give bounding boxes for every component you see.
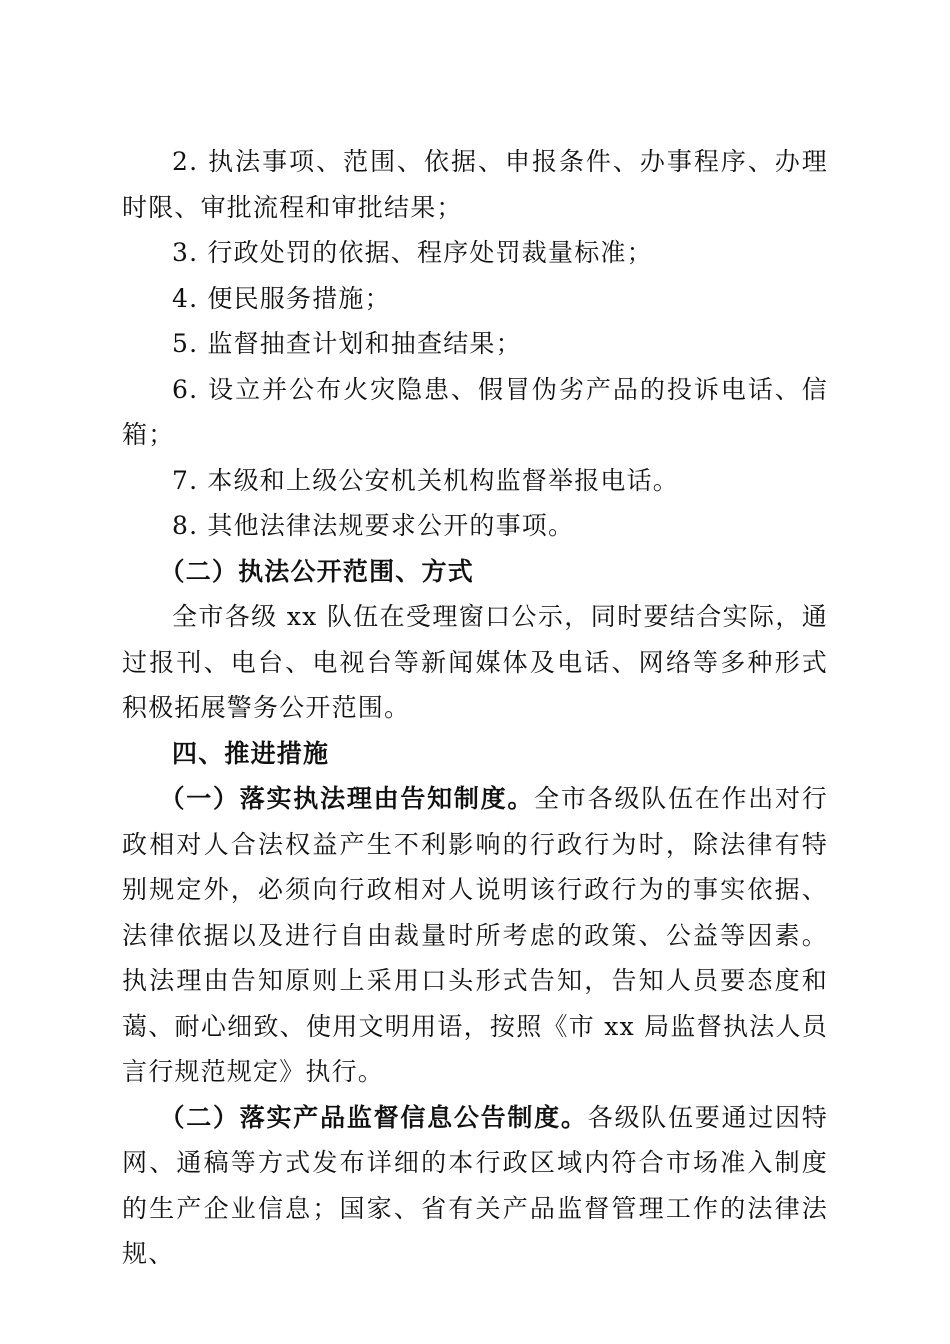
list-item-8: 8. 其他法律法规要求公开的事项。	[172, 511, 575, 540]
measure-1-text: 全市各级队伍在作出对行政相对人合法权益产生不利影响的行政行为时，除法律有特别规定外，必须向行政相对人说明该行政行为的事实依据、法律依据以及进行自由裁量时所考虑的政策、公益等因素。执法理由告知原则上采用口头形式告知，告知人员要态度和蔼、耐心细致、使用文明用语，按照《市 xx 局监督执法人员言行规范规定》执行。	[122, 784, 828, 1086]
list-item-4: 4. 便民服务措施；	[172, 283, 391, 313]
measure-1-lead: （一）落实执法理由告知制度。	[159, 784, 535, 813]
measure-2-text: 各级队伍要通过因特网、通稿等方式发布详细的本行政区域内符合市场准入制度的生产企业信息；国家、省有关产品监督管理工作的法律法规、	[122, 1102, 828, 1268]
list-item-3: 3. 行政处罚的依据、程序处罚裁量标准；	[172, 238, 653, 267]
list-item-2: 2. 执法事项、范围、依据、申报条件、办事程序、办理时限、审批流程和审批结果；	[122, 147, 828, 222]
list-item-7: 7. 本级和上级公安机关机构监督举报电话。	[172, 465, 680, 495]
chapter-4-heading: 四、推进措施	[172, 738, 330, 768]
measure-2-paragraph	[122, 1095, 828, 1277]
section-2-paragraph: 全市各级 xx 队伍在受理窗口公示，同时要结合实际，通过报刊、电台、电视台等新闻媒体及电话、网络等多种形式积极拓展警务公开范围。	[122, 602, 828, 722]
document-body	[122, 139, 828, 1277]
measure-2-lead: （二）落实产品监督信息公告制度。	[159, 1102, 588, 1132]
measure-1-paragraph	[122, 776, 828, 1095]
list-item-5: 5. 监督抽查计划和抽查结果；	[172, 329, 522, 358]
list-item-6: 6. 设立并公布火灾隐患、假冒伪劣产品的投诉电话、信箱；	[122, 374, 828, 449]
section-2-heading: （二）执法公开范围、方式	[159, 556, 474, 586]
